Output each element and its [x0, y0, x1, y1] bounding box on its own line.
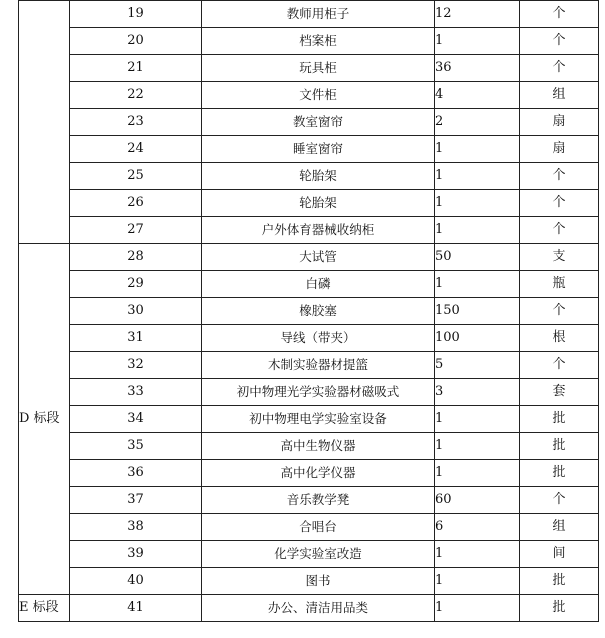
table-row [19, 136, 599, 163]
item-name: 文件柜 [202, 82, 435, 109]
item-unit: 个 [520, 298, 599, 325]
table-row [19, 460, 599, 487]
item-number: 27 [70, 217, 202, 244]
item-quantity: 3 [435, 379, 520, 406]
item-quantity: 1 [435, 406, 520, 433]
table-row [19, 109, 599, 136]
item-number: 26 [70, 190, 202, 217]
item-unit: 根 [520, 325, 599, 352]
table-row [19, 82, 599, 109]
item-number: 20 [70, 28, 202, 55]
item-name: 高中生物仪器 [202, 433, 435, 460]
item-number: 37 [70, 487, 202, 514]
item-quantity: 150 [435, 298, 520, 325]
item-quantity: 50 [435, 244, 520, 271]
item-unit: 批 [520, 595, 599, 622]
item-name: 导线（带夹） [202, 325, 435, 352]
item-number: 40 [70, 568, 202, 595]
item-name: 户外体育器械收纳柜 [202, 217, 435, 244]
item-quantity: 2 [435, 109, 520, 136]
item-number: 32 [70, 352, 202, 379]
item-unit: 个 [520, 163, 599, 190]
item-quantity: 1 [435, 271, 520, 298]
table-row [19, 487, 599, 514]
section-label: D 标段 [19, 244, 70, 595]
item-unit: 批 [520, 406, 599, 433]
table-row [19, 244, 599, 271]
item-quantity: 1 [435, 136, 520, 163]
table-row [19, 595, 599, 622]
procurement-items-table [18, 0, 599, 622]
item-unit: 个 [520, 55, 599, 82]
procurement-items-body [19, 1, 599, 622]
item-number: 41 [70, 595, 202, 622]
item-name: 教室窗帘 [202, 109, 435, 136]
item-name: 轮胎架 [202, 163, 435, 190]
section-label: E 标段 [19, 595, 70, 622]
item-unit: 个 [520, 190, 599, 217]
item-number: 30 [70, 298, 202, 325]
item-name: 睡室窗帘 [202, 136, 435, 163]
item-quantity: 1 [435, 595, 520, 622]
table-row [19, 55, 599, 82]
item-unit: 支 [520, 244, 599, 271]
item-quantity: 4 [435, 82, 520, 109]
item-name: 初中物理电学实验室设备 [202, 406, 435, 433]
item-name: 高中化学仪器 [202, 460, 435, 487]
table-row [19, 28, 599, 55]
item-quantity: 1 [435, 190, 520, 217]
item-unit: 扇 [520, 136, 599, 163]
item-number: 39 [70, 541, 202, 568]
item-quantity: 36 [435, 55, 520, 82]
table-row [19, 271, 599, 298]
table-row [19, 325, 599, 352]
item-name: 初中物理光学实验器材磁吸式 [202, 379, 435, 406]
item-number: 25 [70, 163, 202, 190]
item-name: 大试管 [202, 244, 435, 271]
item-number: 36 [70, 460, 202, 487]
table-row [19, 379, 599, 406]
item-quantity: 5 [435, 352, 520, 379]
item-quantity: 1 [435, 541, 520, 568]
item-name: 白磷 [202, 271, 435, 298]
item-number: 31 [70, 325, 202, 352]
item-unit: 瓶 [520, 271, 599, 298]
table-row [19, 541, 599, 568]
item-quantity: 6 [435, 514, 520, 541]
table-row [19, 352, 599, 379]
item-number: 35 [70, 433, 202, 460]
item-name: 木制实验器材提篮 [202, 352, 435, 379]
table-row [19, 514, 599, 541]
item-name: 化学实验室改造 [202, 541, 435, 568]
table-row [19, 433, 599, 460]
item-unit: 批 [520, 433, 599, 460]
item-name: 档案柜 [202, 28, 435, 55]
item-number: 21 [70, 55, 202, 82]
item-unit: 组 [520, 514, 599, 541]
item-unit: 批 [520, 460, 599, 487]
item-unit: 扇 [520, 109, 599, 136]
item-unit: 个 [520, 217, 599, 244]
table-row [19, 217, 599, 244]
item-number: 19 [70, 1, 202, 28]
item-unit: 个 [520, 1, 599, 28]
item-name: 合唱台 [202, 514, 435, 541]
item-quantity: 1 [435, 568, 520, 595]
section-label [19, 1, 70, 244]
table-row [19, 1, 599, 28]
item-name: 橡胶塞 [202, 298, 435, 325]
table-row [19, 298, 599, 325]
item-number: 34 [70, 406, 202, 433]
table-row [19, 568, 599, 595]
item-number: 22 [70, 82, 202, 109]
table-row [19, 406, 599, 433]
item-name: 教师用柜子 [202, 1, 435, 28]
item-name: 办公、清洁用品类 [202, 595, 435, 622]
item-quantity: 1 [435, 163, 520, 190]
item-unit: 间 [520, 541, 599, 568]
item-number: 33 [70, 379, 202, 406]
item-number: 24 [70, 136, 202, 163]
table-row [19, 163, 599, 190]
item-quantity: 1 [435, 460, 520, 487]
item-number: 23 [70, 109, 202, 136]
item-number: 28 [70, 244, 202, 271]
item-number: 38 [70, 514, 202, 541]
table-row [19, 190, 599, 217]
item-quantity: 60 [435, 487, 520, 514]
item-name: 音乐教学凳 [202, 487, 435, 514]
item-quantity: 1 [435, 217, 520, 244]
item-unit: 组 [520, 82, 599, 109]
item-name: 图书 [202, 568, 435, 595]
item-unit: 个 [520, 352, 599, 379]
item-unit: 个 [520, 28, 599, 55]
item-quantity: 12 [435, 1, 520, 28]
item-unit: 个 [520, 487, 599, 514]
item-unit: 套 [520, 379, 599, 406]
item-name: 玩具柜 [202, 55, 435, 82]
item-number: 29 [70, 271, 202, 298]
item-quantity: 1 [435, 433, 520, 460]
item-quantity: 100 [435, 325, 520, 352]
item-unit: 批 [520, 568, 599, 595]
item-quantity: 1 [435, 28, 520, 55]
item-name: 轮胎架 [202, 190, 435, 217]
